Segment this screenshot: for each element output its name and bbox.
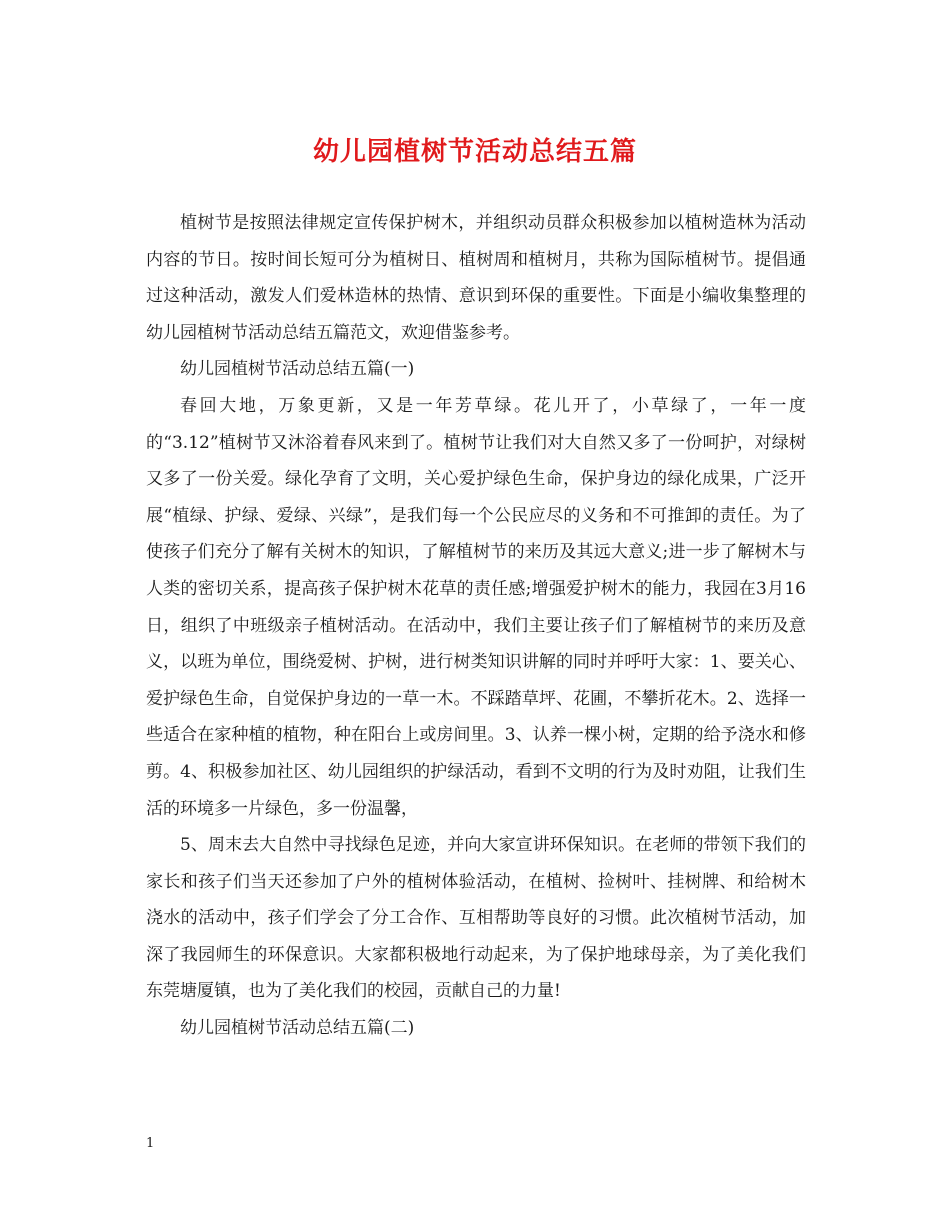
body-paragraph-1: 春回大地，万象更新，又是一年芳草绿。花儿开了，小草绿了，一年一度的“3.12”植树节又沐浴着春风来到了。植树节让我们对大自然又多了一份呵护，对绿树又多了一份关爱。绿化孕育了文明，关心爱护绿色生命，保护身边的绿化成果，广泛开展“植绿、护绿、爱绿、兴绿”，是我们每一个公民应尽的义务和不可推卸的责任。为了使孩子们充分了解有关树木的知识，了解植树节的来历及其远大意义;进一步了解树木与人类的密切关系，提高孩子保护树木花草的责任感;增强爱护树木的能力，我园在3月16日，组织了中班级亲子植树活动。在活动中，我们主要让孩子们了解植树节的来历及意义，以班为单位，围绕爱树、护树，进行树类知识讲解的同时并呼吁大家：1、要关心、爱护绿色生命，自觉保护身边的一草一木。不踩踏草坪、花圃，不攀折花木。2、选择一些适合在家种植的植物，种在阳台上或房间里。3、认养一棵小树，定期的给予浇水和修剪。4、积极参加社区、幼儿园组织的护绿活动，看到不文明的行为及时劝阻，让我们生活的环境多一片绿色，多一份温馨， [146, 395, 806, 819]
page-number: 1 [146, 1136, 155, 1151]
section-heading-1: 幼儿园植树节活动总结五篇(一) [180, 359, 415, 380]
document-body [146, 205, 806, 1047]
document-title: 幼儿园植树节活动总结五篇 [312, 137, 637, 167]
section-heading-2: 幼儿园植树节活动总结五篇(二) [180, 1018, 415, 1039]
body-paragraph-2: 5、周末去大自然中寻找绿色足迹，并向大家宣讲环保知识。在老师的带领下我们的家长和孩子们当天还参加了户外的植树体验活动，在植树、捡树叶、挂树牌、和给树木浇水的活动中，孩子们学会了分工合作、互相帮助等良好的习惯。此次植树节活动，加深了我园师生的环保意识。大家都积极地行动起来，为了保护地球母亲，为了美化我们东莞塘厦镇，也为了美化我们的校园，贡献自己的力量! [146, 835, 806, 1002]
intro-paragraph: 植树节是按照法律规定宣传保护树木，并组织动员群众积极参加以植树造林为活动内容的节日。按时间长短可分为植树日、植树周和植树月，共称为国际植树节。提倡通过这种活动，激发人们爱林造林的热情、意识到环保的重要性。下面是小编收集整理的幼儿园植树节活动总结五篇范文，欢迎借鉴参考。 [146, 213, 806, 343]
